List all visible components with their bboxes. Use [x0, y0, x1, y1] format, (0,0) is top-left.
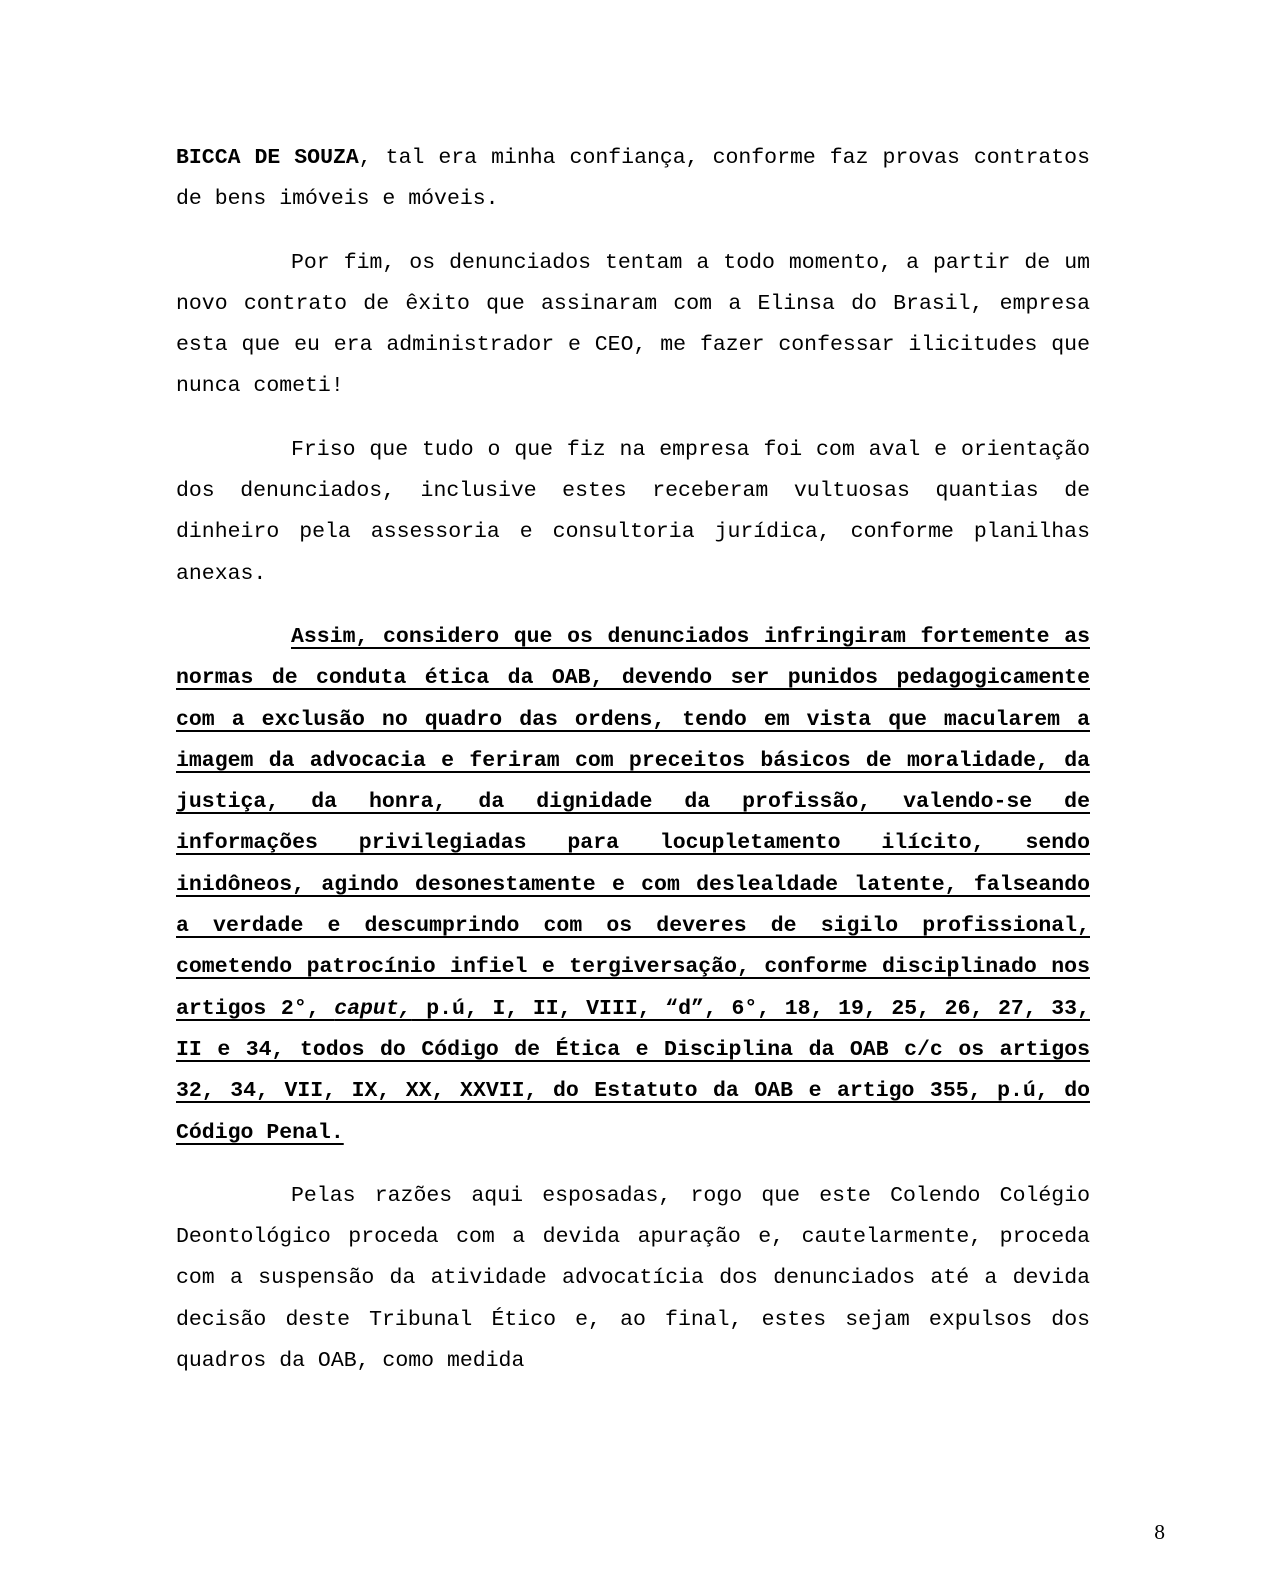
paragraph-por-fim: Por fim, os denunciados tentam a todo momento, a partir de um novo contrato de êxito que assinaram com a Elinsa do Brasil, empresa esta que eu era administrador e CEO, me fazer confessar ilicitudes que nunca cometi! — [176, 250, 1090, 399]
page-number: 8 — [1154, 1519, 1165, 1544]
paragraph-pelas-razoes: Pelas razões aqui esposadas, rogo que este Colendo Colégio Deontológico proceda com a devida apuração e, cautelarmente, proceda com a suspensão da atividade advocatícia dos denunciados até a devida decisão deste Tribunal Ético e, ao final, estes sejam expulsos dos quadros da OAB, como medida — [176, 1183, 1090, 1374]
paragraph-continuation — [176, 138, 1090, 221]
emphasis-italic-caput: caput, — [334, 996, 412, 1021]
paragraph-emphasis-assim — [176, 617, 1090, 1154]
paragraph-continuation-text: , tal era minha confiança, conforme faz provas contratos de bens imóveis e móveis. — [176, 146, 1090, 212]
emphasis-text-part-2: p.ú, I, II, VIII, “d”, 6°, 18, 19, 25, 26, 27, 33, II e 34, todos do Código de Ética e Disciplina da OAB c/c os artigos 32, 34, VII, IX, XX, XXVII, do Estatuto da OAB e artigo 355, p.ú, do Código Penal. — [176, 996, 1090, 1145]
document-body — [176, 138, 1090, 1382]
emphasis-text-part-1: Assim, considero que os denunciados infringiram fortemente as normas de conduta ética da OAB, devendo ser punidos pedagogicamente com a exclusão no quadro das ordens, tendo em vista que macularem a imagem da advocacia e feriram com preceitos básicos de moralidade, da justiça, da honra, da dignidade da profissão, valendo-se de informações privilegiadas para locupletamento ilícito, sendo inidôneos, agindo desonestamente e com deslealdade latente, falseando a verdade e descumprindo com os deveres de sigilo profissional, cometendo patrocínio infiel e tergiversação, conforme disciplinado nos artigos 2°, — [176, 624, 1090, 1021]
paragraph-friso: Friso que tudo o que fiz na empresa foi com aval e orientação dos denunciados, inclusive estes receberam vultuosas quantias de dinheiro pela assessoria e consultoria jurídica, conforme planilhas anexas. — [176, 437, 1090, 586]
party-name-bold: BICCA DE SOUZA — [176, 146, 359, 170]
